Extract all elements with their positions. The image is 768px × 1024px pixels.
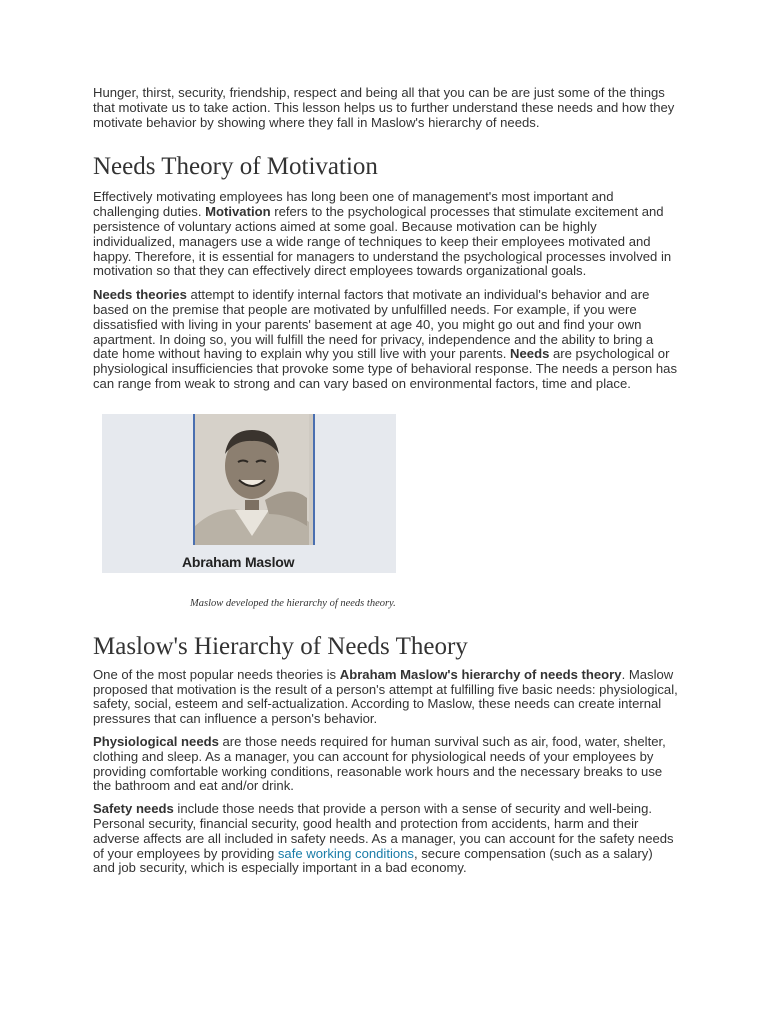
- term-safety-needs: Safety needs: [93, 801, 174, 817]
- paragraph-physiological-needs: [93, 735, 678, 794]
- heading-needs-theory: Needs Theory of Motivation: [93, 153, 378, 181]
- text-span: One of the most popular needs theories is: [93, 666, 340, 682]
- text-span: include those needs that provide a person with a sense of security and well-being. Personal security, financial security, good health and protection from accidents, harm and their adverse affects are all included in safety needs. As a manager, you can account for the safety needs of your employees by providing: [93, 801, 674, 861]
- text-span: attempt to identify internal factors that motivate an individual's behavior and are based on the premise that people are motivated by unfulfilled needs. For example, if you were dissatisfied with living in your parents' basement at age 40, you might go out and find your own apartment. In doing so, you will fulfill the need for privacy, independence and the ability to bring a date home without having to explain why you still live with your parents.: [93, 287, 654, 362]
- term-needs-theories: Needs theories: [93, 287, 187, 303]
- intro-paragraph: Hunger, thirst, security, friendship, respect and being all that you can be are just some of the things that motivate us to take action. This lesson helps us to further understand these needs and how they motivate behavior by showing where they fall in Maslow's hierarchy of needs.: [93, 85, 675, 130]
- heading-maslow-hierarchy: Maslow's Hierarchy of Needs Theory: [93, 632, 468, 660]
- maslow-portrait-image: [193, 414, 315, 545]
- text-span: Effectively motivating employees has long been one of management's most important and challenging duties.: [93, 189, 614, 220]
- text-span: are psychological or physiological insufficiencies that provoke some type of behavioral response. The needs a person has can range from weak to strong and can vary based on environmental factors, time and place.: [93, 346, 677, 391]
- term-needs: Needs: [510, 346, 550, 362]
- term-maslow-theory: Abraham Maslow's hierarchy of needs theory: [339, 666, 622, 682]
- text-span: are those needs required for human survival such as air, food, water, shelter, clothing and sleep. As a manager, you can account for physiological needs of your employees by providing comfortable working conditions, reasonable work hours and the necessary breaks to use the bathroom and eat and/or drink.: [93, 733, 666, 794]
- text-span: , secure compensation (such as a salary) and job security, which is especially important in a bad economy.: [93, 845, 653, 876]
- text-span: . Maslow proposed that motivation is the result of a person's attempt at fulfilling five basic needs: physiological, safety, social, esteem and self-actualization. According to Maslow, these needs can create internal pressures that can influence a person's behavior.: [93, 666, 678, 727]
- figure-label: Abraham Maslow: [182, 553, 295, 570]
- paragraph-safety-needs: [93, 802, 678, 876]
- term-motivation: Motivation: [205, 204, 271, 220]
- paragraph-needs-theories: [93, 288, 678, 392]
- text-span: refers to the psychological processes that stimulate excitement and persistence of voluntary actions aimed at some goal. Because motivation can be highly individualized, managers use a wide range of techniques to keep their employees motivated and happy. Therefore, it is essential for managers to understand the psychological processes involved in motivation so that they can effectively direct employees towards organizational goals.: [93, 204, 672, 279]
- term-physiological-needs: Physiological needs: [93, 733, 219, 749]
- safe-working-conditions-link[interactable]: safe working conditions: [277, 845, 414, 861]
- maslow-figure: [102, 414, 396, 573]
- article-column: [93, 86, 678, 876]
- paragraph-motivation: [93, 190, 678, 279]
- figure-caption: Maslow developed the hierarchy of needs theory.: [190, 597, 396, 609]
- paragraph-maslow-intro: [93, 668, 678, 727]
